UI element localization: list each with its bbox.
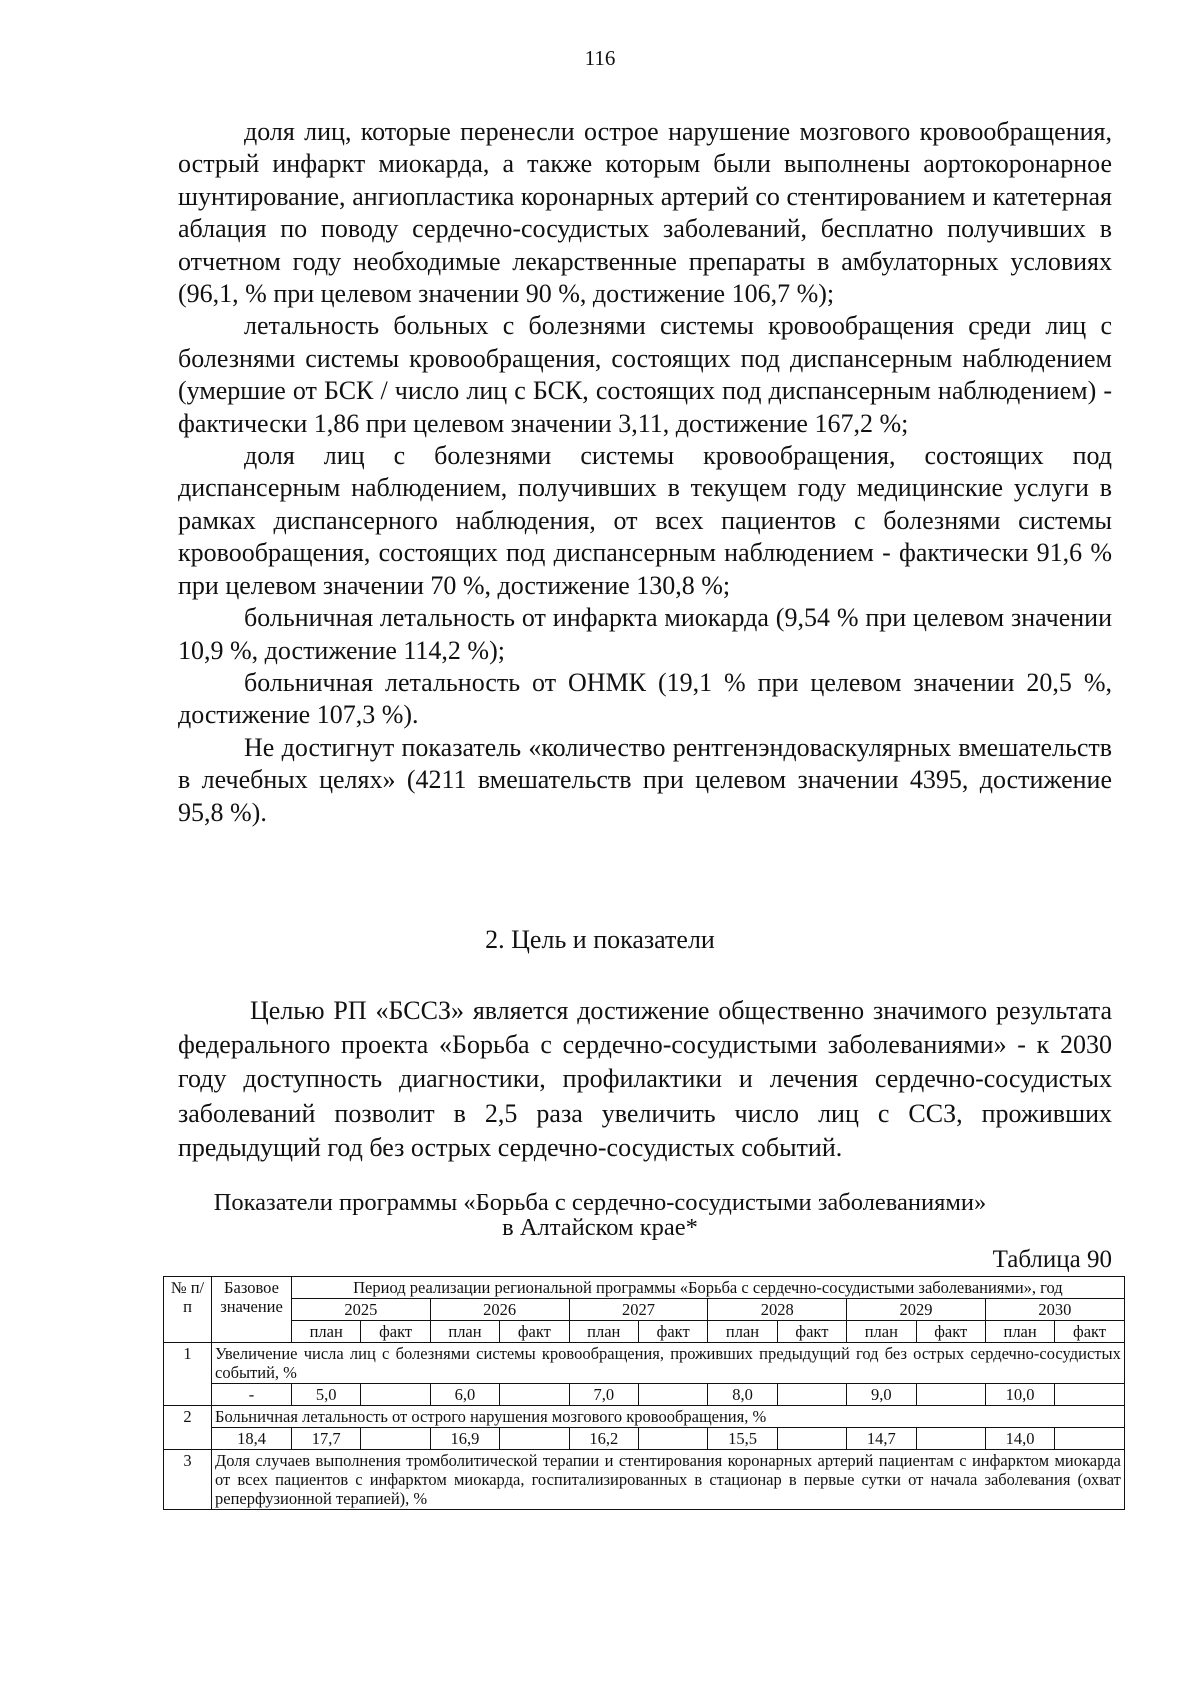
plan-value: 16,2 [569, 1428, 638, 1450]
table-row-values [164, 1384, 1125, 1406]
header-fact: факт [1055, 1321, 1125, 1343]
plan-value: 10,0 [985, 1384, 1054, 1406]
table-row-values [164, 1428, 1125, 1450]
fact-value [916, 1384, 985, 1406]
row-title: Увеличение числа лиц с болезнями системы кровообращения, проживших предыдущий год без острых сердечно-сосудистых событий, % [212, 1343, 1125, 1384]
table-label: Таблица 90 [992, 1246, 1112, 1273]
fact-value [1055, 1384, 1125, 1406]
paragraph: доля лиц, которые перенесли острое нарушение мозгового кровообращения, острый инфаркт миокарда, а также которым были выполнены аортокоронарное шунтирование, ангиопластика коронарных артерий со стентированием и катетерная аблация по поводу сердечно-сосудистых заболеваний, бесплатно получивших в отчетном году необходимые лекарственные препараты в амбулаторных условиях (96,1, % при целевом значении 90 %, достижение 106,7 %); [178, 117, 1112, 309]
fact-value [916, 1428, 985, 1450]
header-fact: факт [361, 1321, 430, 1343]
paragraph: летальность больных с болезнями системы кровообращения среди лиц с болезнями системы кровообращения, состоящих под диспансерным наблюдением (умершие от БСК / число лиц с БСК, состоящих под диспансерным наблюдением) - фактически 1,86 при целевом значении 3,11, достижение 167,2 %; [178, 311, 1112, 438]
plan-value: 15,5 [708, 1428, 777, 1450]
plan-value: 7,0 [569, 1384, 638, 1406]
base-value: - [212, 1384, 292, 1406]
header-fact: факт [777, 1321, 846, 1343]
header-year: 2027 [569, 1299, 708, 1321]
fact-value [638, 1384, 707, 1406]
header-plan: план [985, 1321, 1054, 1343]
header-plan: план [569, 1321, 638, 1343]
row-title: Больничная летальность от острого нарушения мозгового кровообращения, % [212, 1406, 1125, 1428]
fact-value [500, 1384, 569, 1406]
header-year: 2028 [708, 1299, 847, 1321]
header-fact: факт [638, 1321, 707, 1343]
header-number: № п/п [164, 1277, 212, 1343]
page-number: 116 [584, 46, 616, 70]
table-title [0, 1190, 1200, 1240]
plan-value: 6,0 [430, 1384, 499, 1406]
plan-value: 14,7 [847, 1428, 916, 1450]
fact-value [1055, 1428, 1125, 1450]
header-year: 2029 [847, 1299, 986, 1321]
fact-value [638, 1428, 707, 1450]
row-number: 3 [164, 1450, 212, 1510]
header-period: Период реализации региональной программы «Борьба с сердечно-сосудистыми заболеваниями», год [292, 1277, 1125, 1299]
plan-value: 17,7 [292, 1428, 361, 1450]
table-header-row [164, 1277, 1125, 1299]
header-fact: факт [916, 1321, 985, 1343]
paragraph: больничная летальность от ОНМК (19,1 % при целевом значении 20,5 %, достижение 107,3 %). [178, 667, 1112, 730]
plan-value: 8,0 [708, 1384, 777, 1406]
goal-paragraph: Целью РП «БССЗ» является достижение общественно значимого результата федерального проекта «Борьба с сердечно-сосудистыми заболеваниями» - к 2030 году доступность диагностики, профилактики и лечения сердечно-сосудистых заболеваний позволит в 2,5 раза увеличить число лиц с ССЗ, проживших предыдущий год без острых сердечно-сосудистых событий. [178, 996, 1112, 1162]
header-plan: план [708, 1321, 777, 1343]
body-text [178, 116, 1112, 829]
table-row [164, 1450, 1125, 1510]
header-base-value: Базовое значение [212, 1277, 292, 1343]
paragraph: доля лиц с болезнями системы кровообращения, состоящих под диспансерным наблюдением, получивших в текущем году медицинские услуги в рамках диспансерного наблюдения, от всех пациентов с болезнями системы кровообращения, состоящих под диспансерным наблюдением - фактически 91,6 % при целевом значении 70 %, достижение 130,8 %; [178, 441, 1112, 600]
plan-value: 16,9 [430, 1428, 499, 1450]
plan-value: 14,0 [985, 1428, 1054, 1450]
plan-value: 9,0 [847, 1384, 916, 1406]
row-number: 2 [164, 1406, 212, 1450]
plan-value: 5,0 [292, 1384, 361, 1406]
fact-value [777, 1384, 846, 1406]
row-number: 1 [164, 1343, 212, 1406]
goal-text [178, 994, 1112, 1165]
table-title-line: в Алтайском крае* [502, 1214, 698, 1241]
header-fact: факт [500, 1321, 569, 1343]
fact-value [361, 1384, 430, 1406]
fact-value [777, 1428, 846, 1450]
indicators-table [163, 1276, 1125, 1510]
header-year: 2030 [985, 1299, 1124, 1321]
paragraph: больничная летальность от инфаркта миокарда (9,54 % при целевом значении 10,9 %, достижение 114,2 %); [178, 603, 1112, 665]
row-title: Доля случаев выполнения тромболитической терапии и стентирования коронарных артерий пациентам с инфарктом миокарда от всех пациентов с инфарктом миокарда, госпитализированных в стационар в первые сутки от начала заболевания (охват реперфузионной терапией), % [212, 1450, 1125, 1510]
table-title-line: Показатели программы «Борьба с сердечно-сосудистыми заболеваниями» [213, 1189, 987, 1216]
table-row [164, 1406, 1125, 1428]
header-plan: план [430, 1321, 499, 1343]
section-heading: 2. Цель и показатели [485, 925, 715, 954]
table-years-row [164, 1299, 1125, 1321]
table-row [164, 1343, 1125, 1384]
header-year: 2025 [292, 1299, 431, 1321]
paragraph: Не достигнут показатель «количество рентгенэндоваскулярных вмешательств в лечебных целях» (4211 вмешательств при целевом значении 4395, достижение 95,8 %). [178, 732, 1112, 827]
fact-value [361, 1428, 430, 1450]
table-plan-fact-row [164, 1321, 1125, 1343]
fact-value [500, 1428, 569, 1450]
header-year: 2026 [430, 1299, 569, 1321]
base-value: 18,4 [212, 1428, 292, 1450]
header-plan: план [847, 1321, 916, 1343]
header-plan: план [292, 1321, 361, 1343]
